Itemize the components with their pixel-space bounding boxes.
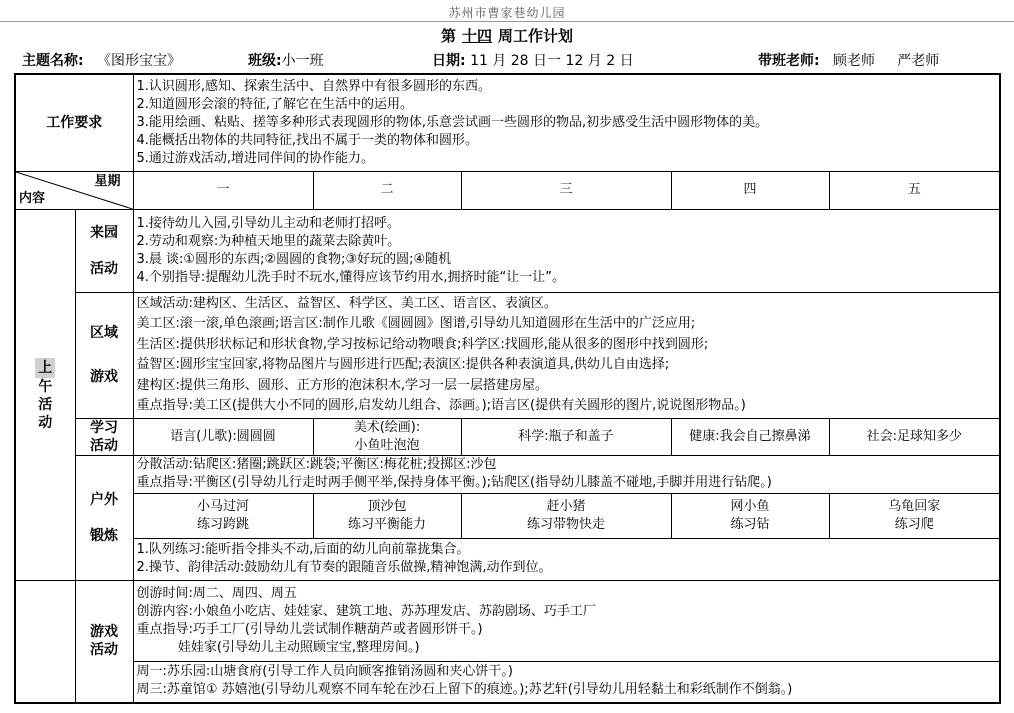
teacher-label: 带班老师: [758, 53, 820, 69]
game-friday [829, 493, 1000, 538]
requirement-item: 4.能概括出物体的共同特征,找出不属于一类的物体和圆形。 [136, 132, 479, 148]
header-divider [0, 21, 1014, 22]
area-label-line: 游戏 [90, 369, 118, 385]
session-char: 上 [35, 358, 55, 378]
teacher-2: 严老师 [897, 53, 940, 69]
area-label-line: 区域 [90, 325, 118, 341]
play-label-line: 活动 [90, 642, 118, 659]
study-row [15, 418, 1000, 455]
class-label: 班级: [248, 53, 282, 69]
play-item: 娃娃家(引导幼儿主动照顾宝宝,整理房间。) [136, 639, 420, 655]
requirements-label: 工作要求 [15, 74, 133, 171]
play-item: 创游内容:小娘鱼小吃店、娃娃家、建筑工地、苏苏理发店、苏韵剧场、巧手工厂 [136, 603, 596, 619]
date-label: 日期: [432, 53, 466, 69]
title-prefix: 第 [440, 27, 456, 45]
day-monday: 一 [133, 171, 313, 209]
play-weekly-item: 周一:苏乐园:山塘食府(引导工作人员向顾客推销汤圆和夹心饼干。) [136, 663, 513, 679]
class-field [248, 50, 324, 70]
area-item: 重点指导:美工区(提供大小不同的圆形,启发幼儿组合、添画。);语言区(提供有关圆形的图片,说说图形物品。) [136, 398, 746, 413]
theme-field [22, 50, 181, 70]
arrival-label [75, 209, 133, 292]
date-field [432, 50, 634, 70]
study-label-line: 学习 [90, 419, 118, 436]
play-content [133, 580, 1000, 703]
header-diagonal-cell [15, 171, 133, 209]
requirement-item: 5.通过游戏活动,增进同伴间的协作能力。 [136, 150, 375, 166]
arrival-label-line: 来园 [90, 224, 118, 241]
game-name: 网小鱼 [730, 498, 770, 514]
title-suffix: 周工作计划 [498, 27, 574, 45]
area-content [133, 292, 1000, 418]
arrival-label-line: 活动 [90, 260, 118, 277]
class-value: 小一班 [281, 53, 324, 69]
week-number: 十四 [461, 27, 492, 45]
arrival-item: 3.晨 谈:①圆形的东西;②圆圆的食物;③好玩的圆;④随机 [136, 251, 452, 267]
outdoor-item: 分散活动:钻爬区:猪圈;跳跃区:跳袋;平衡区:梅花桩;投掷区:沙包 [136, 457, 497, 472]
session-char: 动 [38, 414, 53, 431]
morning-session-label [15, 209, 75, 580]
outdoor-dispersed-content [133, 455, 1000, 493]
game-skill: 练习平衡能力 [347, 516, 426, 532]
content-label: 内容 [19, 190, 46, 206]
day-friday: 五 [829, 171, 1000, 209]
arrival-item: 4.个别指导:提醒幼儿洗手时不玩水,懂得应该节约用水,拥挤时能“让一让”。 [136, 269, 566, 285]
study-monday [133, 418, 313, 455]
requirements-row [15, 74, 1000, 171]
area-item: 美工区:滚一滚,单色滚画;语言区:制作儿歌《圆圆圆》图谱,引导幼儿知道圆形在生活中的广泛应用; [136, 316, 696, 331]
game-tuesday [313, 493, 461, 538]
study-label [75, 418, 133, 455]
play-label [75, 580, 133, 703]
play-item: 重点指导:巧手工厂(引导幼儿尝试制作糖葫芦或者圆形饼干。) [136, 621, 483, 637]
outdoor-label-line: 户外 [90, 491, 118, 508]
school-name: 苏州市曹家巷幼儿园 [448, 6, 566, 20]
play-weekly [134, 662, 1000, 700]
theme-label: 主题名称: [22, 53, 84, 69]
day-wednesday: 三 [461, 171, 671, 209]
game-name: 小马过河 [196, 498, 249, 514]
study-text: 社会:足球知多少 [866, 428, 962, 444]
session-spacer [15, 580, 75, 703]
session-char: 午 [38, 378, 53, 395]
arrival-row [15, 209, 1000, 292]
outdoor-label [75, 455, 133, 580]
area-item: 生活区:提供形状标记和形状食物,学习按标记给动物喂食;科学区:找圆形,能从很多的图形中找到圆形; [136, 336, 709, 352]
day-thursday: 四 [671, 171, 829, 209]
game-thursday [671, 493, 829, 538]
study-thursday [671, 418, 829, 455]
requirement-item: 1.认识圆形,感知、探索生活中、自然界中有很多圆形的东西。 [136, 78, 492, 94]
arrival-item: 1.接待幼儿入园,引导幼儿主动和老师打招呼。 [136, 215, 401, 231]
requirements-content [133, 74, 1000, 171]
weekday-header-row [15, 171, 1000, 209]
game-name: 赶小猪 [546, 498, 586, 514]
outdoor-dispersed-row [15, 455, 1000, 493]
study-label-line: 活动 [90, 437, 118, 454]
game-wednesday [461, 493, 671, 538]
study-friday [829, 418, 1000, 455]
play-plan [134, 583, 1000, 662]
drill-item: 2.操节、韵律活动:鼓励幼儿有节奏的跟随音乐做操,精神饱满,动作到位。 [136, 560, 552, 575]
weekly-plan-table [14, 73, 1001, 704]
study-text: 美术(绘画): [353, 419, 421, 435]
weekday-label: 星期 [94, 173, 121, 189]
outdoor-drills-row [15, 538, 1000, 580]
study-tuesday [313, 418, 461, 455]
study-text: 科学:瓶子和盖子 [518, 428, 614, 444]
arrival-content [133, 209, 1000, 292]
theme-value: 《图形宝宝》 [96, 53, 181, 69]
teacher-1: 顾老师 [832, 53, 875, 69]
game-skill: 练习带物快走 [526, 516, 605, 532]
outdoor-label-line: 锻炼 [90, 527, 118, 544]
arrival-item: 2.劳动和观察:为种植天地里的蔬菜去除黄叶。 [136, 233, 401, 249]
area-games-row [15, 292, 1000, 418]
day-tuesday: 二 [313, 171, 461, 209]
game-skill: 练习爬 [894, 516, 934, 532]
game-skill: 练习钻 [730, 516, 770, 532]
game-monday [133, 493, 313, 538]
game-name: 乌龟回家 [888, 498, 941, 514]
study-wednesday [461, 418, 671, 455]
game-skill: 练习跨跳 [196, 516, 249, 532]
plan-title [0, 25, 1014, 46]
study-text: 小鱼吐泡泡 [354, 437, 420, 453]
outdoor-item: 重点指导:平衡区(引导幼儿行走时两手侧平举,保持身体平衡。);钻爬区(指导幼儿膝盖不碰地,手脚并用进行钻爬。) [136, 475, 772, 490]
study-text: 健康:我会自己擦鼻涕 [689, 428, 811, 444]
outdoor-games-row [15, 493, 1000, 538]
session-char: 活 [38, 396, 53, 413]
requirement-item: 2.知道圆形会滚的特征,了解它在生活中的运用。 [136, 96, 414, 112]
outdoor-drills-content [133, 538, 1000, 580]
area-item: 建构区:提供三角形、圆形、正方形的泡沫积木,学习一层一层搭建房屋。 [136, 377, 549, 393]
play-label-line: 游戏 [90, 624, 118, 641]
area-label [75, 292, 133, 418]
requirement-item: 3.能用绘画、粘贴、搓等多种形式表现圆形的物体,乐意尝试画一些圆形的物品,初步感受生活中圆形物体的美。 [136, 114, 769, 130]
play-weekly-item: 周三:苏童馆① 苏嬉池(引导幼儿观察不同车轮在沙石上留下的痕迹。);苏艺轩(引导幼儿用轻黏土和彩纸制作不倒翁。) [136, 681, 793, 697]
drill-item: 1.队列练习:能听指令排头不动,后面的幼儿向前靠拢集合。 [136, 542, 470, 557]
game-name: 顶沙包 [367, 498, 407, 514]
area-item: 益智区:圆形宝宝回家,将物品图片与圆形进行匹配;表演区:提供各种表演道具,供幼儿自由选择; [136, 357, 670, 372]
play-item: 创游时间:周二、周四、周五 [136, 585, 297, 601]
teacher-field [758, 50, 939, 70]
study-text: 语言(儿歌):圆圆圆 [170, 428, 276, 444]
area-item: 区域活动:建构区、生活区、益智区、科学区、美工区、语言区、表演区。 [136, 295, 557, 311]
play-row [15, 580, 1000, 703]
date-value: 11 月 28 日一 12 月 2 日 [470, 53, 634, 69]
